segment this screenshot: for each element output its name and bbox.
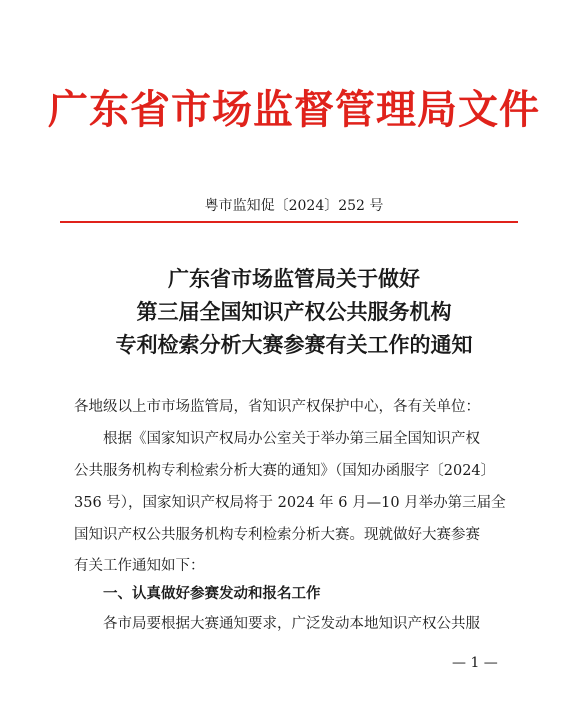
notice-title-line-2: 第三届全国知识产权公共服务机构 (136, 299, 452, 324)
notice-title-line-1: 广东省市场监管局关于做好 (168, 266, 420, 291)
page-number: — 1 — (452, 655, 498, 671)
paragraph-1-line-2: 公共服务机构专利检索分析大赛的通知》（国知办函服字〔2024〕 (74, 463, 496, 479)
masthead-title: 广东省市场监督管理局文件 (48, 86, 540, 133)
salutation: 各地级以上市市场监管局，省知识产权保护中心，各有关单位： (74, 399, 480, 415)
paragraph-2-line-1: 各市局要根据大赛通知要求，广泛发动本地知识产权公共服 (103, 616, 480, 632)
paragraph-1-line-4: 国知识产权公共服务机构专利检索分析大赛。现就做好大赛参赛 (74, 527, 480, 543)
paragraph-1-line-5: 有关工作通知如下： (74, 558, 205, 574)
paragraph-1-line-3: 356 号），国家知识产权局将于 2024 年 6 月—10 月举办第三届全 (74, 495, 506, 511)
red-divider-rule (60, 221, 518, 223)
document-number: 粤市监知促〔2024〕252 号 (204, 198, 384, 214)
paragraph-1-line-1: 根据《国家知识产权局办公室关于举办第三届全国知识产权 (103, 431, 480, 447)
section-1-heading: 一、认真做好参赛发动和报名工作 (103, 586, 321, 602)
notice-title-line-3: 专利检索分析大赛参赛有关工作的通知 (115, 332, 473, 357)
